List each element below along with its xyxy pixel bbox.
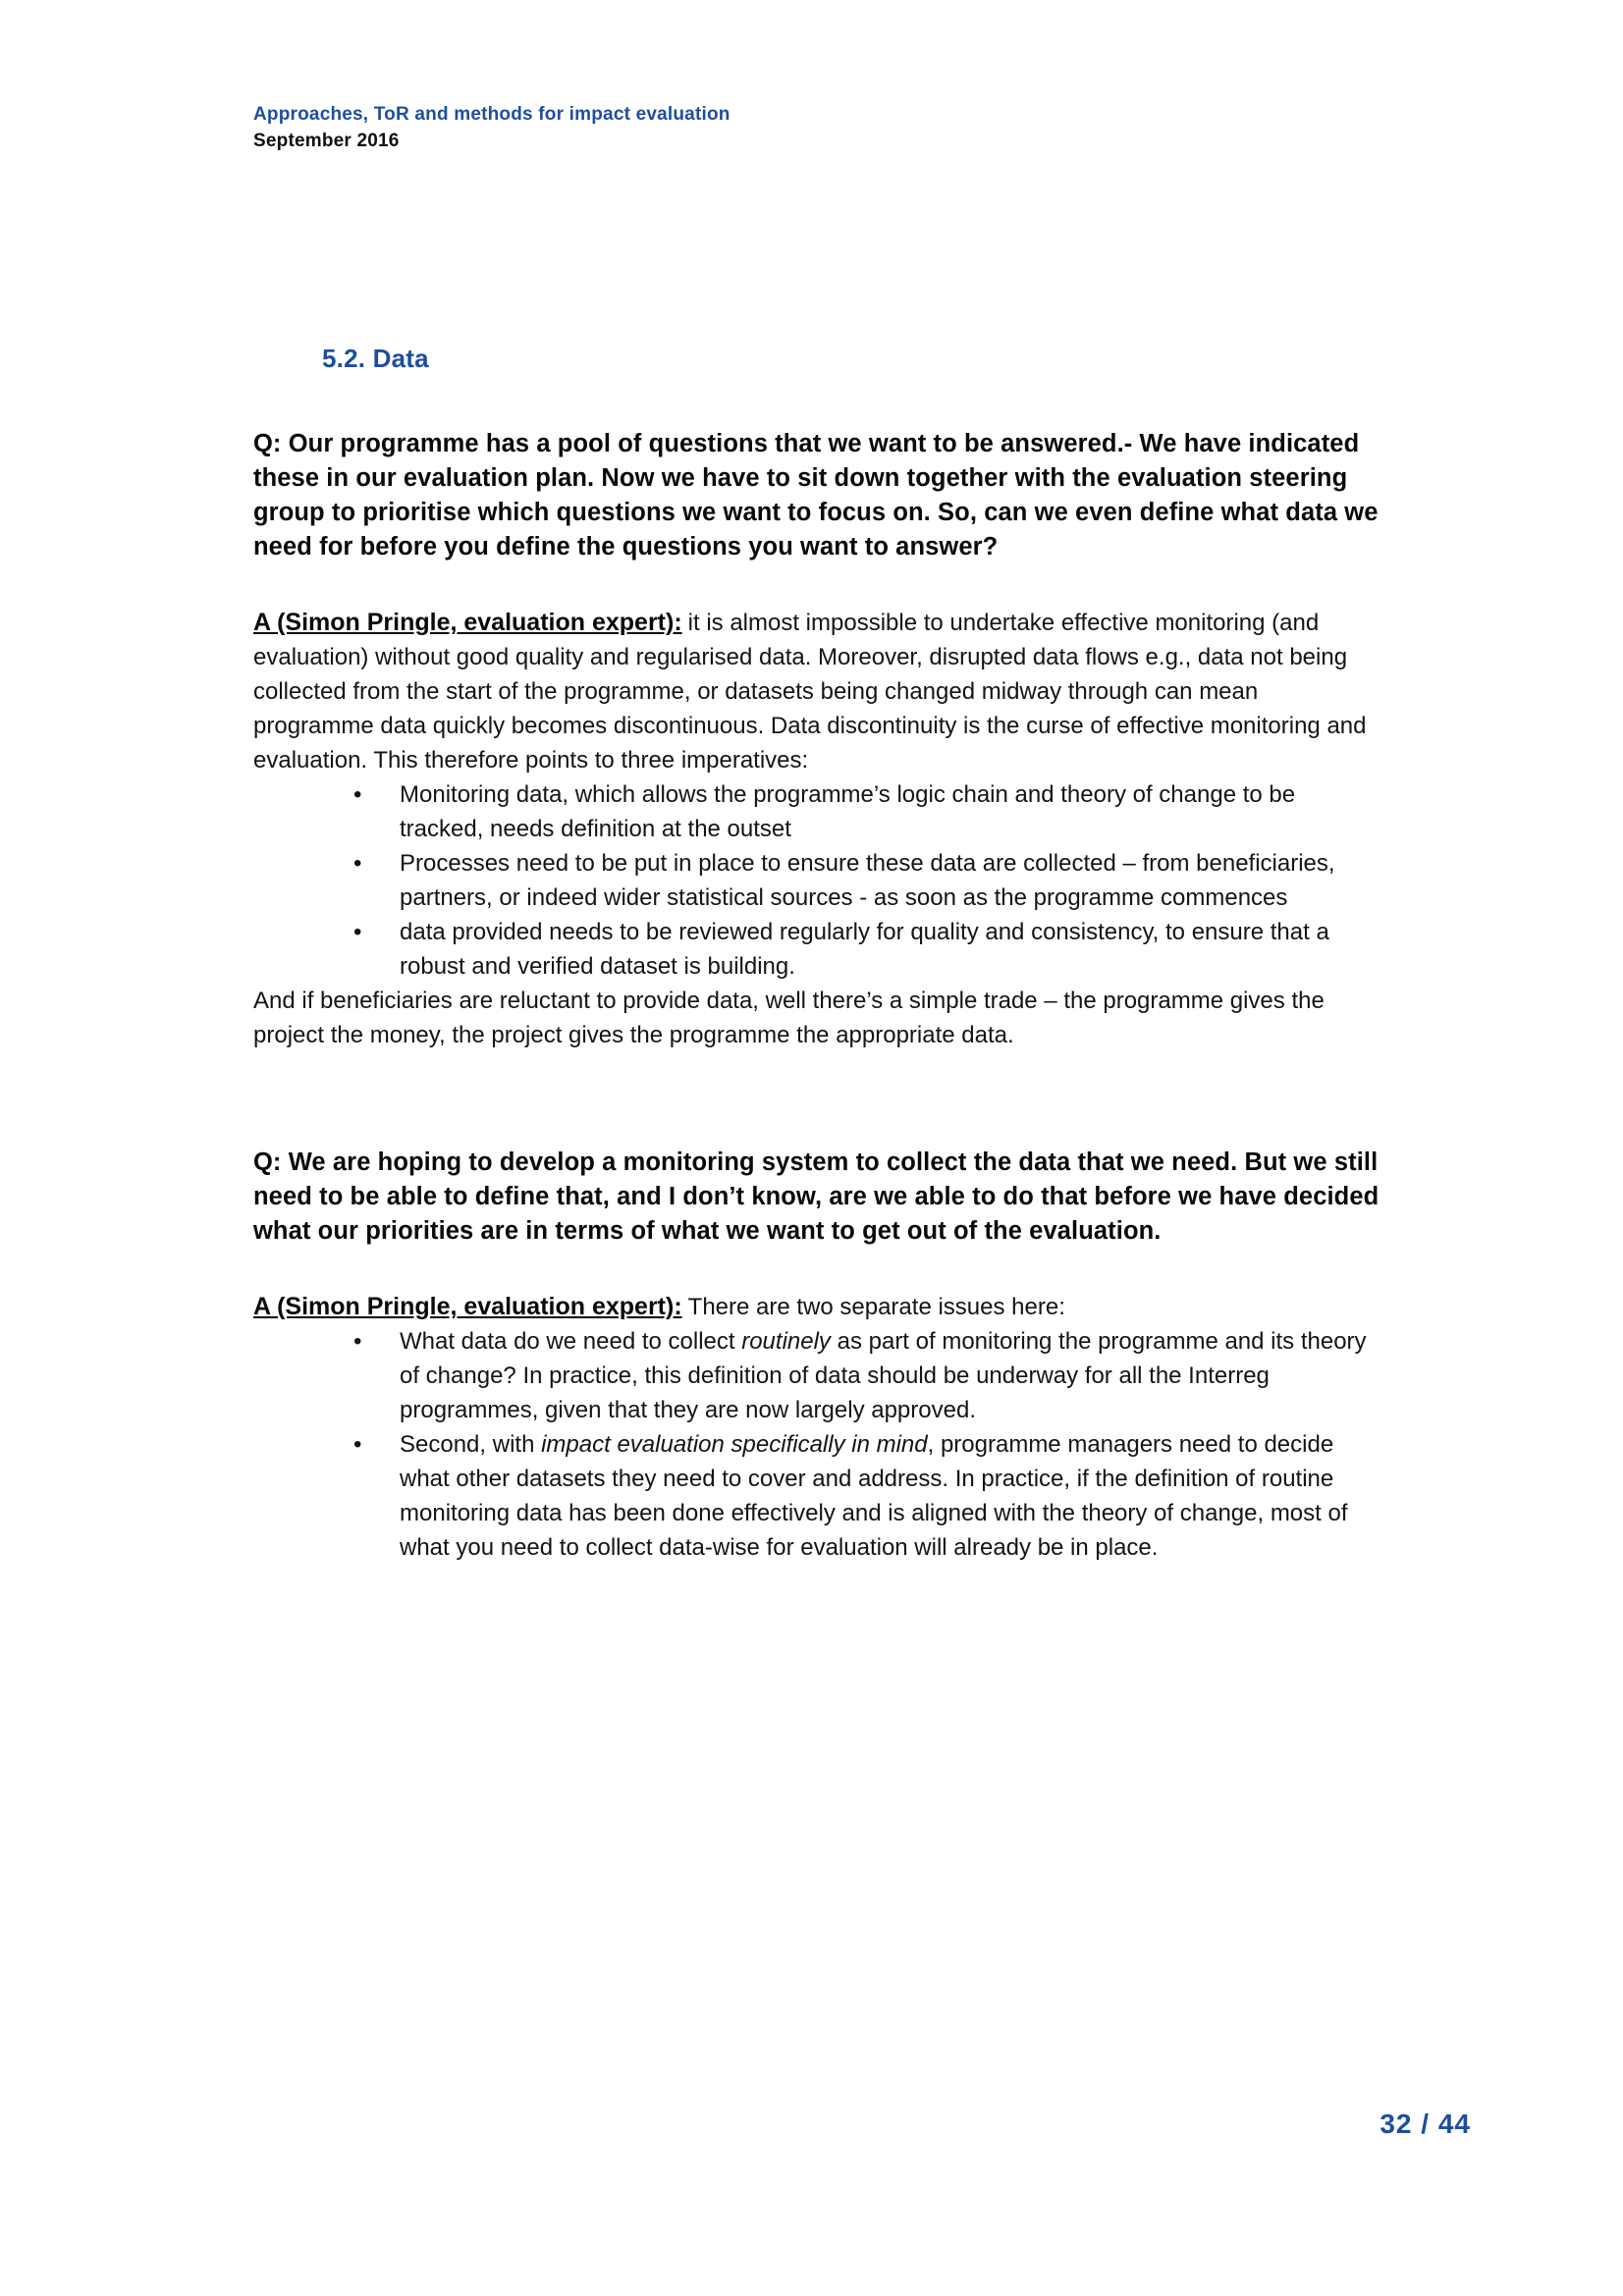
answer-paragraph-2	[253, 1290, 1382, 1324]
document-date: September 2016	[253, 131, 400, 151]
list-item-text-part-2: as part of monitoring the programme and its theory of change? In practice, this definition of data should be underway for all the Interreg programmes, given that they are now largely approved.	[400, 1328, 1367, 1423]
bullet-icon: •	[353, 1328, 362, 1355]
list-item	[353, 846, 1382, 915]
list-item-text: data provided needs to be reviewed regularly for quality and consistency, to ensure that a robust and verified dataset is building.	[400, 919, 1329, 980]
page-footer	[0, 2109, 1623, 2140]
bullet-icon: •	[353, 919, 362, 945]
document-header	[253, 102, 1382, 155]
answer-1-bullet-list	[253, 777, 1382, 984]
answer-paragraph-1	[253, 606, 1382, 777]
list-item-text-part-1: What data do we need to collect	[400, 1328, 742, 1355]
answer-2-bullet-list	[253, 1324, 1382, 1565]
list-item-emphasis: impact evaluation specifically in mind	[541, 1431, 928, 1458]
answer-1-closing-paragraph: And if beneficiaries are reluctant to provide data, well there’s a simple trade – the programme gives the project the money, the project gives the programme the appropriate data.	[253, 988, 1325, 1048]
list-item-text: Processes need to be put in place to ensure these data are collected – from beneficiaries, partners, or indeed wider statistical sources - as soon as the programme commences	[400, 850, 1335, 911]
answer-speaker-label-1: A (Simon Pringle, evaluation expert):	[253, 609, 682, 636]
answer-body-text-2: There are two separate issues here:	[687, 1294, 1065, 1320]
page-number: 32 / 44	[1380, 2109, 1471, 2139]
section-heading: 5.2. Data	[322, 344, 429, 373]
list-item-text-part-2: , programme managers need to decide what other datasets they need to cover and address. In practice, if the definition of routine monitoring data has been done effectively and is aligned with the theory of change, most of what you need to collect data-wise for evaluation will already be in place.	[400, 1431, 1348, 1561]
answer-speaker-label-2: A (Simon Pringle, evaluation expert):	[253, 1293, 682, 1320]
bullet-icon: •	[353, 1431, 362, 1458]
document-title: Approaches, ToR and methods for impact evaluation	[253, 104, 730, 125]
spacer	[253, 1249, 1382, 1290]
list-item-text-part-1: Second, with	[400, 1431, 542, 1458]
list-item	[353, 915, 1382, 984]
bullet-icon: •	[353, 850, 362, 877]
spacer	[253, 564, 1382, 606]
question-paragraph-1: Q: Our programme has a pool of questions that we want to be answered.- We have indicated these in our evaluation plan. Now we have to sit down together with the evaluation steering group to prioritise which questions we want to focus on. So, can we even define what data we need for before you define the questions you want to answer?	[253, 430, 1379, 561]
document-body	[253, 344, 1382, 1565]
bullet-icon: •	[353, 781, 362, 808]
list-item-emphasis: routinely	[741, 1328, 831, 1355]
question-paragraph-2: Q: We are hoping to develop a monitoring system to collect the data that we need. But we still need to be able to define that, and I don’t know, are we able to do that before we have decided what our priorities are in terms of what we want to get out of the evaluation.	[253, 1148, 1380, 1245]
list-item	[353, 1427, 1382, 1565]
list-item	[353, 1324, 1382, 1427]
spacer	[253, 1052, 1382, 1146]
list-item-text: Monitoring data, which allows the programme’s logic chain and theory of change to be tracked, needs definition at the outset	[400, 781, 1296, 842]
answer-body-text-1: it is almost impossible to undertake effective monitoring (and evaluation) without good quality and regularised data. Moreover, disrupted data flows e.g., data not being collected from the start of the programme, or datasets being changed midway through can mean programme data quickly becomes discontinuous. Data discontinuity is the curse of effective monitoring and evaluation. This therefore points to three imperatives:	[253, 610, 1367, 774]
list-item	[353, 777, 1382, 846]
